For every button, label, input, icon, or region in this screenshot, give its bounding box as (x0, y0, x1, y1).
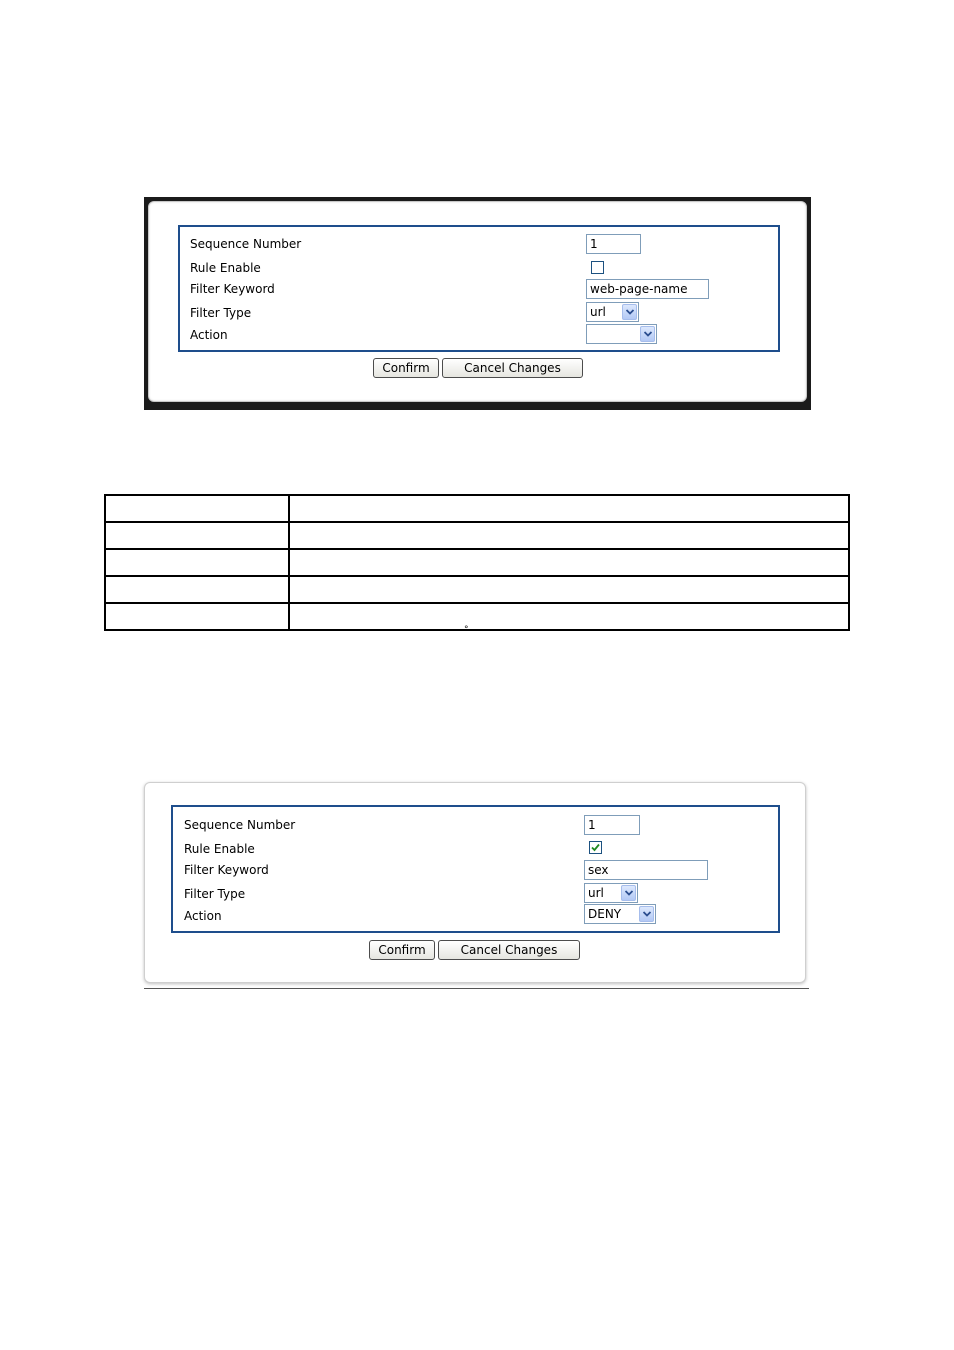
table-row (105, 603, 849, 630)
chevron-down-icon[interactable] (640, 326, 655, 342)
confirm-button[interactable]: Confirm (369, 940, 435, 960)
chevron-down-icon[interactable] (639, 906, 654, 922)
table-cell (105, 576, 289, 603)
sequence-number-input[interactable]: 1 (584, 815, 640, 835)
cancel-changes-button[interactable]: Cancel Changes (442, 358, 583, 378)
action-select[interactable] (584, 904, 656, 924)
rule-form-2 (171, 805, 780, 933)
sequence-number-label: Sequence Number (184, 818, 296, 832)
action-select[interactable] (586, 324, 657, 344)
rule-enable-checkbox[interactable] (591, 261, 604, 274)
chevron-down-icon[interactable] (622, 304, 637, 320)
table-cell (289, 576, 849, 603)
sequence-number-input[interactable]: 1 (586, 234, 641, 254)
filter-keyword-input[interactable]: sex (584, 860, 708, 880)
rule-enable-label: Rule Enable (190, 261, 261, 275)
table-cell (105, 495, 289, 522)
rule-enable-label: Rule Enable (184, 842, 255, 856)
table-cell (289, 549, 849, 576)
filter-type-value: url (590, 305, 606, 319)
divider (144, 988, 809, 989)
filter-type-label: Filter Type (184, 887, 246, 901)
filter-keyword-input[interactable]: web-page-name (586, 279, 709, 299)
table-row (105, 549, 849, 576)
cancel-changes-button[interactable]: Cancel Changes (438, 940, 580, 960)
filter-type-value: url (588, 886, 604, 900)
rule-form-1 (178, 225, 780, 352)
filter-type-select[interactable] (584, 883, 638, 903)
confirm-button[interactable]: Confirm (373, 358, 439, 378)
description-table (104, 494, 850, 631)
action-value: DENY (588, 907, 622, 921)
sequence-number-label: Sequence Number (190, 237, 302, 251)
table-cell (105, 549, 289, 576)
filter-keyword-label: Filter Keyword (184, 863, 269, 877)
table-row (105, 495, 849, 522)
action-label: Action (184, 909, 222, 923)
table-cell (105, 603, 289, 630)
table-row (105, 522, 849, 549)
table-cell (105, 522, 289, 549)
filter-keyword-label: Filter Keyword (190, 282, 275, 296)
rule-enable-checkbox[interactable] (589, 841, 602, 854)
degree-mark: ° (464, 625, 469, 635)
filter-type-label: Filter Type (190, 306, 252, 320)
chevron-down-icon[interactable] (621, 885, 636, 901)
checkmark-icon (590, 842, 601, 853)
filter-type-select[interactable] (586, 302, 639, 322)
table-cell (289, 603, 849, 630)
action-label: Action (190, 328, 228, 342)
table-cell (289, 522, 849, 549)
table-row (105, 576, 849, 603)
table-cell (289, 495, 849, 522)
